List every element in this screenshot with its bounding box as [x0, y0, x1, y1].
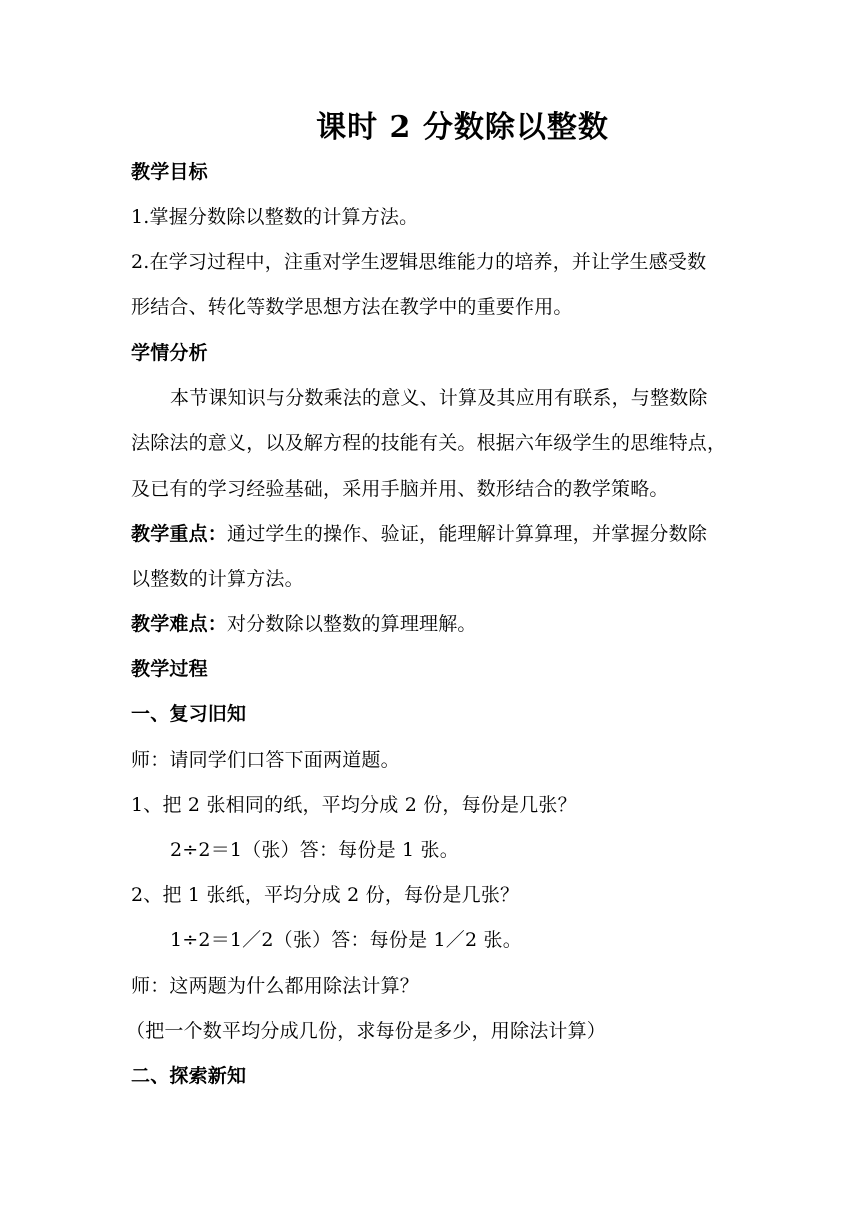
process-heading: 教学过程	[131, 658, 208, 680]
teacher-question: 师：这两题为什么都用除法计算？	[131, 975, 420, 997]
analysis-line-1: 本节课知识与分数乘法的意义、计算及其应用有联系，与整数除	[170, 387, 708, 409]
keypoint-text: 通过学生的操作、验证，能理解计算算理，并掌握分数除	[227, 523, 708, 545]
difficulty-label: 教学难点：	[131, 613, 228, 635]
keypoint-label: 教学重点：	[131, 523, 228, 545]
objectives-heading: 教学目标	[131, 161, 208, 183]
analysis-heading: 学情分析	[131, 342, 208, 364]
analysis-line-2: 法除法的意义，以及解方程的技能有关。根据六年级学生的思维特点，	[131, 432, 727, 454]
objective-2-line-1: 2.在学习过程中，注重对学生逻辑思维能力的培养，并让学生感受数	[131, 251, 707, 273]
answer-1: 2÷2＝1（张）答：每份是 1 张。	[170, 839, 459, 861]
section-1-heading: 一、复习旧知	[131, 703, 247, 725]
objective-2-line-2: 形结合、转化等数学思想方法在教学中的重要作用。	[131, 296, 573, 318]
section-2-heading: 二、探索新知	[131, 1065, 247, 1087]
difficulty-text: 对分数除以整数的算理理解。	[227, 613, 477, 635]
analysis-line-3: 及已有的学习经验基础，采用手脑并用、数形结合的教学策略。	[131, 478, 669, 500]
question-1: 1、把 2 张相同的纸，平均分成 2 份，每份是几张？	[131, 794, 577, 816]
document-title: 课时 2 分数除以整数	[316, 110, 609, 145]
answer-note: （把一个数平均分成几份，求每份是多少，用除法计算）	[126, 1020, 607, 1042]
teacher-prompt: 师：请同学们口答下面两道题。	[131, 749, 400, 771]
keypoint-line-2: 以整数的计算方法。	[131, 568, 304, 590]
answer-2: 1÷2＝1／2（张）答：每份是 1／2 张。	[170, 929, 522, 951]
difficulty-paragraph	[131, 612, 477, 636]
question-2: 2、把 1 张纸，平均分成 2 份，每份是几张？	[131, 884, 520, 906]
keypoint-paragraph	[131, 522, 707, 546]
objective-1: 1.掌握分数除以整数的计算方法。	[131, 206, 419, 228]
